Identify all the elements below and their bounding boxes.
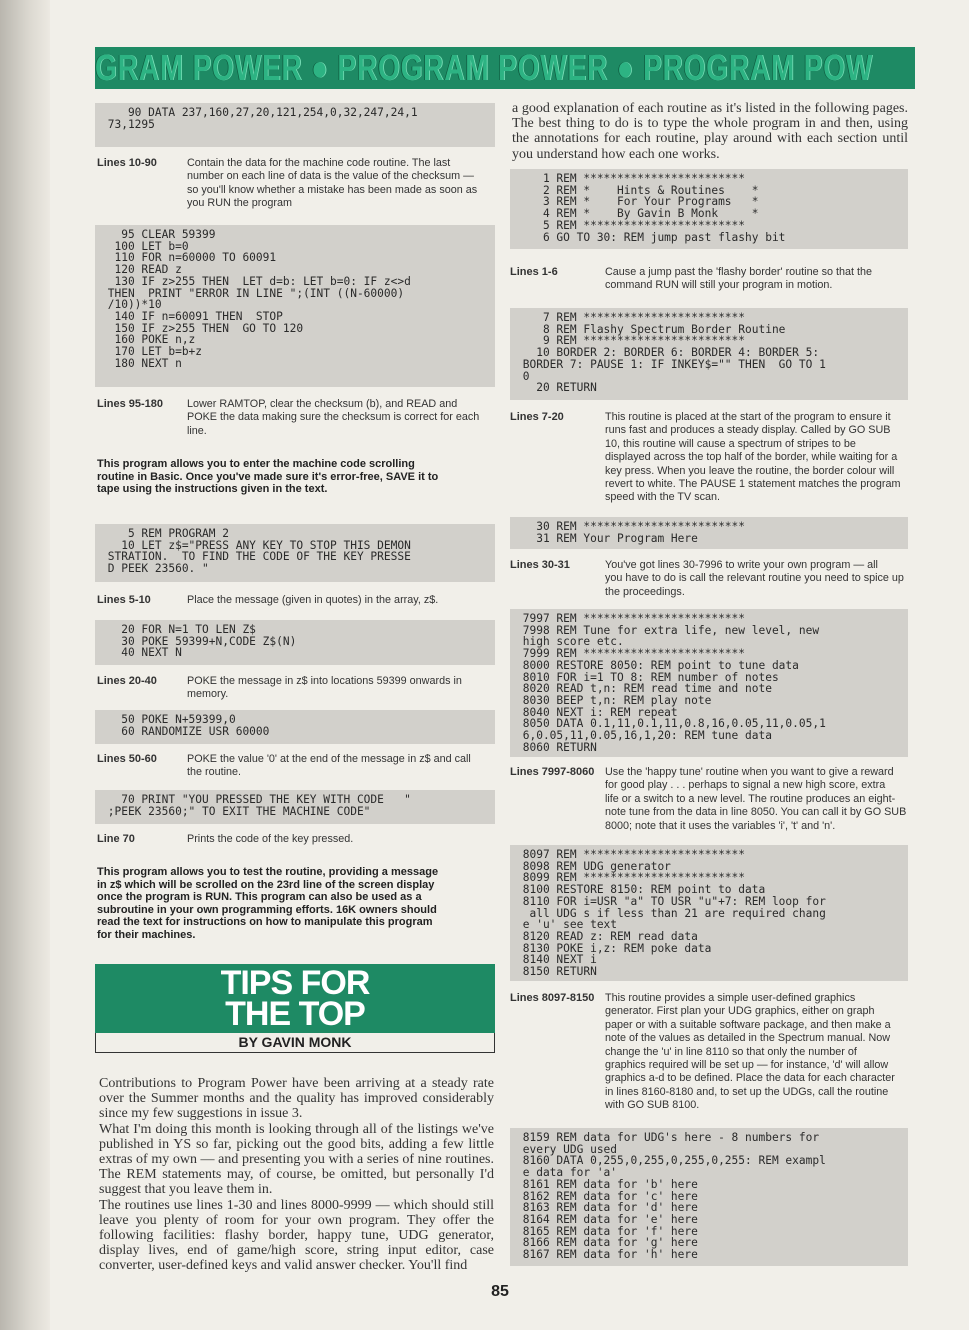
tips-for-the-top-heading [95, 964, 495, 1033]
annotation-line-range: Lines 50-60 [97, 753, 157, 765]
code-listing-lines-1-6: 1 REM ************************ 2 REM * Hints & Routines * 3 REM * For Your Programs * 4 REM * By Gavin B Monk * 5 REM ************************ 6 GO TO 30: REM jump past flashy bit [510, 169, 908, 249]
annotation-text: You've got lines 30-7996 to write your own program — all you have to do is call the relevant routine you need to spice up the proceedings. [605, 559, 904, 598]
code-listing-lines-30-31: 30 REM ************************ 31 REM Your Program Here [510, 517, 908, 549]
code-listing-lines-90: 90 DATA 237,160,27,20,121,254,0,32,247,24,1 73,1295 [95, 103, 495, 147]
heading-line-1: TIPS FOR [220, 964, 370, 1002]
annotation-text: Lower RAMTOP, clear the checksum (b), and READ and POKE the data making sure the checksum is correct for each line. [187, 398, 480, 437]
annotation-lines-8097-8150 [510, 992, 908, 1116]
annotation-text: This routine is placed at the start of the program to ensure it runs fast and produces a steady display. Called by GO SUB 10, this routine will cause a spectrum of stripes to be displayed across the top half of the border, while waiting for a key press. When you leave the routine, the border colour will revert to white. The PAUSE 1 statement matches the program speed with the TV scan. [605, 411, 901, 504]
annotation-line-70 [97, 833, 495, 849]
code-listing-lines-7-20: 7 REM ************************ 8 REM Flashy Spectrum Border Routine 9 REM ************************ 10 BORDER 2: BORDER 6: BORDER 4: BORDER 5: BORDER 7: PAUSE 1: IF INKEY$="" THEN GO TO 1 0 20 RETURN [510, 308, 908, 400]
annotation-lines-95-180 [97, 398, 495, 440]
annotation-text: POKE the value '0' at the end of the message in z$ and call the routine. [187, 753, 471, 779]
annotation-line-range: Lines 7997-8060 [510, 766, 595, 778]
code-listing-lines-5-10: 5 REM PROGRAM 2 10 LET z$="PRESS ANY KEY TO STOP THIS DEMON STRATION. TO FIND THE CODE OF THE KEY PRESSE D PEEK 23560. " [95, 524, 495, 582]
annotation-text: POKE the message in z$ into locations 59399 onwards in memory. [187, 675, 462, 701]
annotation-line-range: Lines 10-90 [97, 157, 157, 169]
article-body-text: Contributions to Program Power have been arriving at a steady rate over the Summer months and the quality has improved considerably since my few suggestions in issue 3. What I'm doing this month is looking through all of the listings we've published in YS so far, picking out the good bits, adding a few little extras of my own — and presenting you with a series of nine routines. The REM statements may, of course, be omitted, but personally I'd suggest that you leave them in. The routines use lines 1-30 and lines 8000-9999 — which should still leave you plenty of room for your own program. They offer the following facilities: flashy border, happy tune, UDG generator, display lives, end of game/high score, string input editor, case converter, user-defined keys and valid answer checker. You'll find [99, 1076, 494, 1274]
annotation-lines-1-6 [510, 266, 908, 296]
annotation-line-range: Lines 20-40 [97, 675, 157, 687]
code-listing-lines-7997-8060: 7997 REM ************************ 7998 REM Tune for extra life, new level, new high score etc. 7999 REM ************************ 8000 RESTORE 8050: REM point to tune data 8010 FOR i=1 TO 8: REM number of notes 8020 READ t,n: REM read time and note 8030 BEEP t,n: REM play note 8040 NEXT i: REM repeat 8050 DATA 0.1,11,0.1,11,0.8,16,0.05,11,0.05,1 6,0.05,11,0.05,16,1,20: REM tune data 8060 RETURN [510, 609, 908, 757]
annotation-lines-20-40 [97, 675, 495, 703]
page-number: 85 [491, 1283, 509, 1300]
annotation-text: Use the 'happy tune' routine when you want to give a reward for good play . . . perhaps to signal a new high score, extra life or a switch to a new level. The routine produces an eight- note tune from the data in line 8050. You can call it by GO SUB 8000; note that it uses the variables 'i', 't' and 'n'. [605, 766, 907, 832]
caption-program-1: This program allows you to enter the machine code scrolling routine in Basic. Once you've made sure it's error-free, SAVE it to tape using the instructions given in the text. [97, 458, 439, 495]
annotation-text: Cause a jump past the 'flashy border' routine so that the command RUN will still your program in motion. [605, 266, 873, 292]
code-listing-lines-8097-8150: 8097 REM ************************ 8098 REM UDG generator 8099 REM ************************ 8100 RESTORE 8150: REM point to data 8110 FOR i=USR "a" TO USR "u"+7: REM loop for all UDG s if less than 21 are required chang e 'u' see text 8120 READ z: REM read data 8130 POKE i,z: REM poke data 8140 NEXT i 8150 RETURN [510, 845, 908, 981]
annotation-lines-7-20 [510, 411, 908, 507]
annotation-line-range: Lines 8097-8150 [510, 992, 595, 1004]
annotation-text: Prints the code of the key pressed. [187, 833, 354, 845]
heading-line-2: THE TOP [225, 995, 365, 1033]
annotation-text: Contain the data for the machine code routine. The last number on each line of data is the value of the checksum — so you'll know whether a mistake has been made as soon as you RUN the program [187, 157, 478, 210]
annotation-line-range: Lines 5-10 [97, 594, 151, 606]
caption-program-2: This program allows you to test the routine, providing a message in z$ which will be scrolled on the 23rd line of the screen display once the program is RUN. This program can also be used as a subroutine in your own programming efforts. 16K owners should read the text for instructions on how to manipulate this program for their machines. [97, 866, 439, 941]
annotation-lines-10-90 [97, 157, 495, 215]
section-banner: GRAM POWER ● PROGRAM POWER ● PROGRAM POW [95, 47, 915, 89]
annotation-line-range: Lines 95-180 [97, 398, 164, 410]
annotation-lines-7997-8060 [510, 766, 908, 836]
annotation-lines-30-31 [510, 559, 908, 601]
annotation-lines-5-10 [97, 594, 495, 610]
author-byline: BY GAVIN MONK [95, 1033, 495, 1053]
code-listing-line-70: 70 PRINT "YOU PRESSED THE KEY WITH CODE " ;PEEK 23560;" TO EXIT THE MACHINE CODE" [95, 790, 495, 824]
article-intro-continued: a good explanation of each routine as it's listed in the following pages. The best thing to do is to type the whole program in and then, using the annotations for each routine, play around with each section until you understand how each one works. [512, 101, 908, 162]
code-listing-lines-20-40: 20 FOR N=1 TO LEN Z$ 30 POKE 59399+N,CODE Z$(N) 40 NEXT N [95, 620, 495, 665]
annotation-text: This routine provides a simple user-defined graphics generator. First plan your UDG graphics, either on graph paper or with a suitable software package, and then make a note of the values as detailed in the Spectrum manual. Now change the 'u' in line 8110 so that only the number of graphics required will be set up — for instance, 'd' will allow graphics a-d to be defined. Place the data for each character in lines 8160-8180 and, to set up the UDGs, call the routine with GO SUB 8100. [605, 992, 895, 1112]
code-listing-lines-95-180: 95 CLEAR 59399 100 LET b=0 110 FOR n=60000 TO 60091 120 READ z 130 IF z>255 THEN LET d=b: LET b=0: IF z<>d THEN PRINT "ERROR IN LINE ";(INT ((N-60000) /10))*10 140 IF n=60091 THEN STOP 150 IF z>255 THEN GO TO 120 160 POKE n,z 170 LET b=b+z 180 NEXT n [95, 225, 495, 387]
annotation-line-range: Lines 30-31 [510, 559, 570, 571]
code-listing-lines-50-60: 50 POKE N+59399,0 60 RANDOMIZE USR 60000 [95, 710, 495, 744]
annotation-line-range: Line 70 [97, 833, 135, 845]
annotation-text: Place the message (given in quotes) in the array, z$. [187, 594, 439, 606]
annotation-line-range: Lines 7-20 [510, 411, 564, 423]
annotation-lines-50-60 [97, 753, 495, 781]
page-spine-shadow [0, 0, 50, 1330]
code-listing-lines-8159-8167: 8159 REM data for UDG's here - 8 numbers for every UDG used 8160 DATA 0,255,0,255,0,255,0,255: REM exampl e data for 'a' 8161 REM data for 'b' here 8162 REM data for 'c' here 8163 REM data for 'd' here 8164 REM data for 'e' here 8165 REM data for 'f' here 8166 REM data for 'g' here 8167 REM data for 'h' here [510, 1128, 908, 1266]
annotation-line-range: Lines 1-6 [510, 266, 558, 278]
